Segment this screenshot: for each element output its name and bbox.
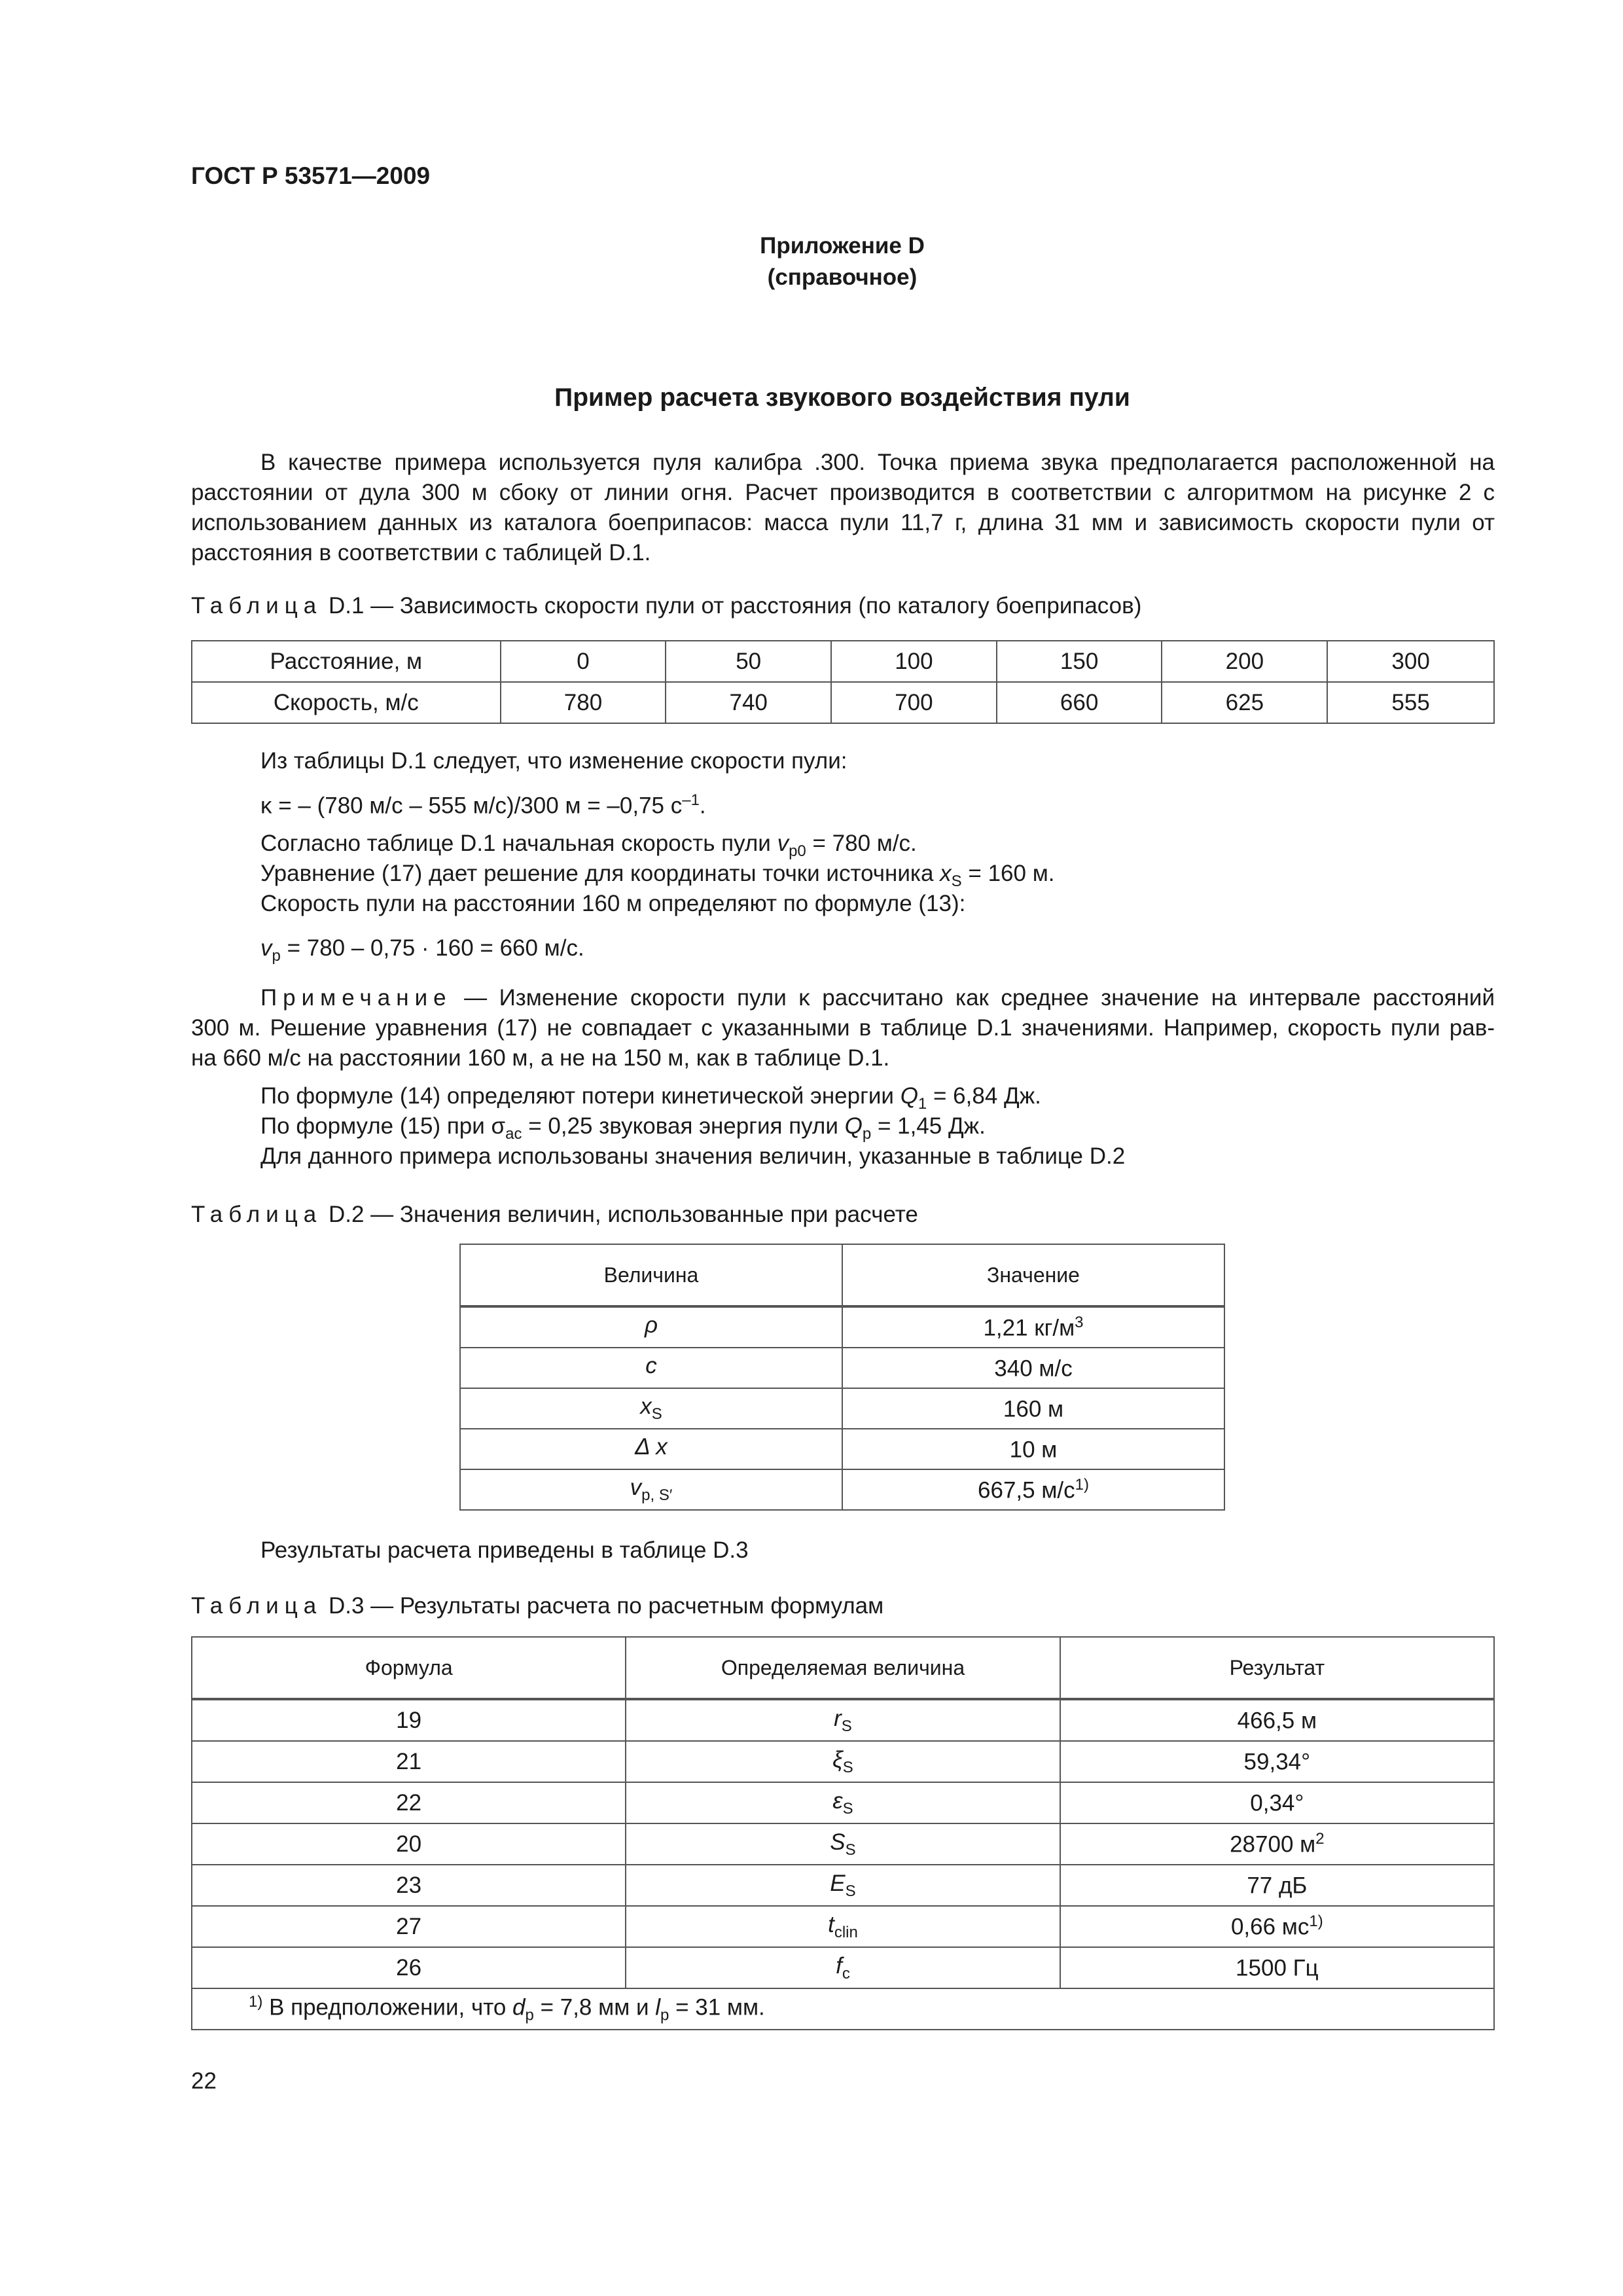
note-prefix: Примечание	[260, 985, 452, 1011]
table-cell	[626, 1699, 1060, 1741]
table-row	[460, 1429, 1224, 1469]
table-cell	[842, 1388, 1224, 1429]
equation-text: .	[699, 793, 706, 819]
table-cell	[626, 1947, 1060, 1988]
note-paragraph	[191, 983, 1495, 1073]
variable: d	[512, 1994, 526, 2020]
quantity-symbol: f	[836, 1952, 842, 1979]
table-cell	[842, 1306, 1224, 1348]
table-cell	[1060, 1865, 1494, 1906]
kappa-equation	[260, 785, 706, 821]
table-cell: 625	[1162, 682, 1327, 723]
intro-line: использованием данных из каталога боеприпасов: масса пули 11,7 г, длина 31 мм и зависимость скорости пули от	[191, 510, 1495, 535]
energy-line: Для данного примера использованы значения величин, указанные в таблице D.2	[260, 1143, 1126, 1169]
table-cell: 22	[192, 1782, 626, 1823]
table-cell: 200	[1162, 641, 1327, 682]
table2-caption-prefix: Таблица	[191, 1202, 323, 1227]
table-cell	[460, 1306, 842, 1348]
quantity-symbol: ε	[832, 1787, 843, 1814]
table-cell: 660	[997, 682, 1162, 723]
calc-text: = 160 м.	[961, 861, 1055, 886]
table-header-cell: Значение	[842, 1244, 1224, 1306]
table-cell	[1060, 1699, 1494, 1741]
calc-text: = 780 – 0,75 · 160 = 660 м/с.	[280, 935, 584, 961]
table-cell: 23	[192, 1865, 626, 1906]
table-footnote-row	[192, 1988, 1494, 2030]
result-text: 1500 Гц	[1236, 1955, 1319, 1981]
table-row	[192, 1699, 1494, 1741]
footnote-text: = 31 мм.	[669, 1994, 765, 2020]
table-cell: 150	[997, 641, 1162, 682]
subscript: ac	[505, 1125, 522, 1143]
table-header-row	[460, 1244, 1224, 1306]
calc-text: = 780 м/с.	[806, 831, 917, 856]
variable: l	[655, 1994, 661, 2020]
table-cell: 0	[501, 641, 666, 682]
value-text: 340 м/с	[994, 1355, 1073, 1382]
table-cell	[1060, 1782, 1494, 1823]
table-cell	[842, 1469, 1224, 1510]
intro-line: расстоянии от дула 300 м сбоку от линии огня. Расчет производится в соответствии с алгоритмом на рисунке 2 с	[191, 480, 1495, 505]
table-footnote	[192, 1988, 1494, 2030]
value-text: 160 м	[1003, 1396, 1064, 1422]
note-text: — Изменение скорости пули κ рассчитано как среднее значение на интервале расстояний	[452, 985, 1495, 1011]
table-cell	[460, 1348, 842, 1388]
quantity-symbol: r	[834, 1705, 842, 1731]
table-cell: 19	[192, 1699, 626, 1741]
subscript: 1	[918, 1095, 927, 1113]
subscript: p	[272, 947, 281, 965]
equation-superscript: –1	[682, 791, 700, 809]
quantity-symbol: v	[630, 1475, 642, 1500]
table3-caption-prefix: Таблица	[191, 1593, 323, 1619]
footnote-text: В предположении, что	[262, 1994, 513, 2020]
table-row	[192, 1906, 1494, 1947]
table-cell: 26	[192, 1947, 626, 1988]
document-id: ГОСТ Р 53571—2009	[191, 162, 431, 189]
table-header-cell: Формула	[192, 1637, 626, 1699]
table-cell	[626, 1865, 1060, 1906]
table1-caption-text: D.1 — Зависимость скорости пули от расстояния (по каталогу боеприпасов)	[322, 593, 1142, 619]
table-header-cell: Величина	[460, 1244, 842, 1306]
page-number: 22	[191, 2068, 217, 2094]
superscript: 3	[1075, 1313, 1084, 1331]
energy-text: = 0,25 звуковая энергия пули	[522, 1113, 845, 1139]
note-line: 300 м. Решение уравнения (17) не совпадает с указанными в таблице D.1 значениями. Например, скорость пули рав-	[191, 1015, 1495, 1041]
table-row	[192, 1823, 1494, 1865]
table-cell	[460, 1388, 842, 1429]
table-header-cell: Результат	[1060, 1637, 1494, 1699]
velocity-table	[191, 640, 1495, 724]
subscript: S	[842, 1758, 853, 1776]
table-cell: 20	[192, 1823, 626, 1865]
intro-line: расстояния в соответствии с таблицей D.1.	[191, 540, 651, 565]
table3-caption-text: D.3 — Результаты расчета по расчетным формулам	[322, 1593, 884, 1619]
table-cell: Расстояние, м	[192, 641, 501, 682]
intro-paragraph	[191, 448, 1495, 568]
note-line	[191, 983, 1495, 1013]
result-text: 77 дБ	[1247, 1873, 1308, 1899]
subscript: p	[660, 2006, 669, 2024]
equation-text: κ = – (780 м/с – 555 м/с)/300 м = –0,75 с	[260, 793, 683, 819]
table-row	[192, 682, 1494, 723]
parameters-table	[459, 1244, 1225, 1511]
note-line: на 660 м/с на расстоянии 160 м, а не на 150 м, как в таблице D.1.	[191, 1045, 890, 1071]
superscript: 1)	[1309, 1912, 1323, 1931]
quantity-symbol: Δ x	[635, 1434, 668, 1460]
table-row	[460, 1388, 1224, 1429]
table-cell	[1060, 1906, 1494, 1947]
table-row	[460, 1348, 1224, 1388]
subscript: p	[525, 2006, 534, 2024]
quantity-symbol: S	[830, 1829, 846, 1855]
table-cell: 300	[1327, 641, 1494, 682]
subscript: S	[845, 1840, 856, 1859]
table-row	[192, 1741, 1494, 1782]
table-cell	[842, 1348, 1224, 1388]
subscript: clin	[834, 1923, 858, 1941]
intro-line: В качестве примера используется пуля калибра .300. Точка приема звука предполагается расположенной на	[260, 450, 1495, 475]
table-row	[460, 1469, 1224, 1510]
subscript: S	[841, 1717, 852, 1735]
table-cell: 780	[501, 682, 666, 723]
table-cell: 100	[831, 641, 997, 682]
quantity-symbol: x	[640, 1393, 652, 1419]
table-header-row	[192, 1637, 1494, 1699]
appendix-kind: (справочное)	[767, 264, 918, 290]
value-text: 667,5 м/с	[978, 1477, 1075, 1503]
calc-line: Из таблицы D.1 следует, что изменение скорости пули:	[260, 748, 847, 774]
value-text: 1,21 кг/м	[983, 1315, 1075, 1341]
quantity-symbol: t	[828, 1911, 834, 1937]
result-text: 0,34°	[1250, 1790, 1304, 1816]
table-row	[192, 1865, 1494, 1906]
result-text: 59,34°	[1243, 1749, 1311, 1775]
value-text: 10 м	[1009, 1437, 1058, 1463]
results-table	[191, 1636, 1495, 2030]
subscript: p, S′	[641, 1486, 673, 1504]
table3-caption	[191, 1593, 883, 1619]
table-row	[192, 1947, 1494, 1988]
quantity-symbol: c	[645, 1353, 657, 1378]
table-cell: 50	[666, 641, 831, 682]
results-intro: Результаты расчета приведены в таблице D.3	[260, 1537, 749, 1563]
energy-text: По формуле (14) определяют потери кинетической энергии	[260, 1083, 901, 1109]
table-cell	[626, 1906, 1060, 1947]
table-cell	[842, 1429, 1224, 1469]
table-cell	[626, 1823, 1060, 1865]
energy-text: = 6,84 Дж.	[927, 1083, 1041, 1109]
table-cell: 700	[831, 682, 997, 723]
table-row	[192, 1782, 1494, 1823]
table-cell: Скорость, м/с	[192, 682, 501, 723]
subscript: S	[845, 1882, 856, 1900]
variable: v	[777, 831, 789, 856]
superscript: 2	[1315, 1830, 1325, 1848]
variable: x	[940, 861, 952, 886]
variable: Q	[844, 1113, 863, 1139]
result-text: 28700 м	[1230, 1831, 1316, 1857]
subscript: p	[862, 1125, 872, 1143]
table2-caption	[191, 1202, 918, 1228]
quantity-symbol: ρ	[644, 1312, 658, 1338]
table1-caption-prefix: Таблица	[191, 593, 323, 619]
subscript: S	[651, 1405, 662, 1423]
table-row	[460, 1306, 1224, 1348]
appendix-heading	[191, 230, 1493, 293]
appendix-label: Приложение D	[760, 233, 925, 259]
subscript: S	[951, 872, 962, 890]
variable: v	[260, 935, 272, 961]
table-cell	[1060, 1823, 1494, 1865]
table-cell	[460, 1469, 842, 1510]
table2-caption-text: D.2 — Значения величин, использованные при расчете	[322, 1202, 918, 1227]
subscript: p0	[789, 842, 806, 860]
table-row	[192, 641, 1494, 682]
calc-text: Согласно таблице D.1 начальная скорость пули	[260, 831, 777, 856]
footnote-mark: 1)	[249, 1993, 263, 2011]
table-cell: 27	[192, 1906, 626, 1947]
subscript: c	[842, 1964, 850, 1982]
velocity-equation	[260, 933, 584, 971]
table1-caption	[191, 593, 1141, 619]
table-cell	[1060, 1741, 1494, 1782]
table-cell: 555	[1327, 682, 1494, 723]
result-text: 0,66 мс	[1230, 1914, 1310, 1940]
section-title: Пример расчета звукового воздействия пули	[554, 384, 1130, 412]
table-cell: 740	[666, 682, 831, 723]
table-header-cell: Определяемая величина	[626, 1637, 1060, 1699]
table-cell	[460, 1429, 842, 1469]
table-cell	[626, 1741, 1060, 1782]
energy-text: = 1,45 Дж.	[871, 1113, 986, 1139]
energy-text: По формуле (15) при σ	[260, 1113, 506, 1139]
quantity-symbol: E	[830, 1870, 846, 1896]
subscript: S	[842, 1799, 853, 1818]
table-cell: 21	[192, 1741, 626, 1782]
footnote-text: = 7,8 мм и	[533, 1994, 656, 2020]
table-cell	[1060, 1947, 1494, 1988]
calc-text: Уравнение (17) дает решение для координаты точки источника	[260, 861, 940, 886]
superscript: 1)	[1075, 1475, 1089, 1494]
calc-line: Скорость пули на расстоянии 160 м определяют по формуле (13):	[260, 891, 966, 916]
table-cell	[626, 1782, 1060, 1823]
quantity-symbol: ξ	[832, 1746, 843, 1772]
variable: Q	[900, 1083, 918, 1109]
result-text: 466,5 м	[1237, 1708, 1317, 1734]
